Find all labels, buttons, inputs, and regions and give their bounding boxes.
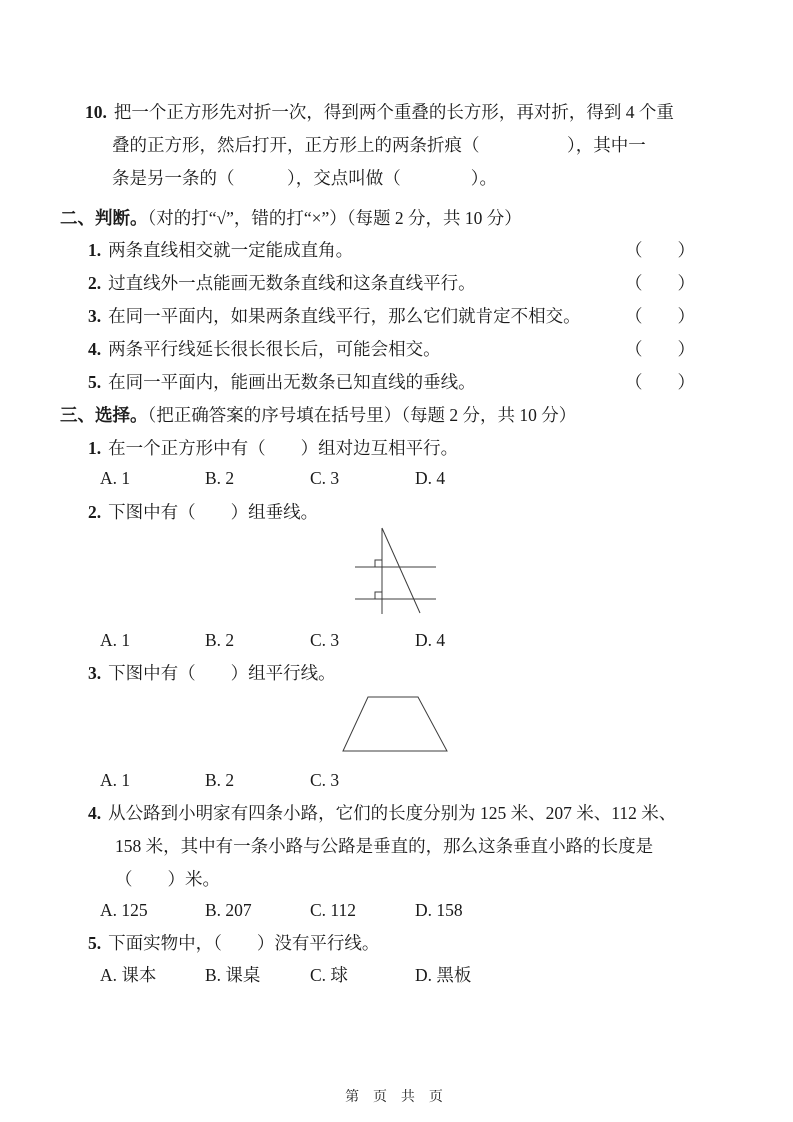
judge-item-2-text: 过直线外一点能画无数条直线和这条直线平行。: [108, 273, 476, 293]
choice-q4-option-a: A. 125: [100, 900, 148, 920]
section-2-subtitle: （对的打“√”，错的打“×”）（每题 2 分，共 10 分）: [147, 208, 522, 228]
perpendicular-lines-figure: [348, 520, 448, 618]
choice-q1-option-b: B. 2: [205, 468, 235, 488]
judge-item-5-text: 在同一平面内，能画出无数条已知直线的垂线。: [108, 372, 476, 392]
choice-q2-text: 下图中有（ ）组垂线。: [108, 502, 319, 522]
question-10-number: 10.: [85, 102, 107, 122]
page-footer: 第 页 共 页: [345, 1088, 448, 1104]
choice-q3-option-c: C. 3: [310, 770, 340, 790]
section-3-title: 三、选择。: [60, 405, 148, 425]
judge-item-5: [88, 366, 748, 399]
choice-q4-line-2: 158 米，其中有一条小路与公路是垂直的，那么这条垂直小路的长度是: [115, 836, 654, 856]
section-3-subtitle: （把正确答案的序号填在括号里）（每题 2 分，共 10 分）: [147, 405, 577, 425]
judge-item-4-text: 两条平行线延长很长很长后，可能会相交。: [108, 339, 441, 359]
judge-item-3-number: 3.: [88, 306, 102, 326]
choice-q4-line-3: （ ）米。: [115, 869, 220, 889]
choice-q4-text-1: 从公路到小明家有四条小路，它们的长度分别为 125 米、207 米、112 米、: [108, 803, 677, 823]
choice-q2-option-a: A. 1: [100, 630, 131, 650]
choice-q5-option-c: C. 球: [310, 965, 348, 985]
choice-q4-option-b: B. 207: [205, 900, 252, 920]
choice-q2-option-b: B. 2: [205, 630, 235, 650]
judge-item-2-answer-bracket: （ ）: [625, 273, 695, 293]
choice-q5-options: [100, 959, 760, 992]
question-10-line-3: 条是另一条的（ ），交点叫做（ ）。: [112, 168, 497, 188]
choice-q5: [88, 927, 768, 960]
choice-q2-option-c: C. 3: [310, 630, 340, 650]
choice-q1: [88, 432, 768, 465]
section-2-header: [60, 202, 522, 235]
choice-q1-text: 在一个正方形中有（ ）组对边互相平行。: [108, 438, 459, 458]
choice-q1-options: [100, 462, 760, 495]
choice-q4-option-d: D. 158: [415, 900, 463, 920]
choice-q4: [88, 797, 676, 896]
choice-q3-option-a: A. 1: [100, 770, 131, 790]
choice-q5-text: 下面实物中，（ ）没有平行线。: [108, 933, 380, 953]
judge-item-3-text: 在同一平面内，如果两条直线平行，那么它们就肯定不相交。: [108, 306, 581, 326]
judge-item-4-number: 4.: [88, 339, 102, 359]
choice-q5-option-d: D. 黑板: [415, 965, 472, 985]
question-10-line-1: [85, 96, 674, 129]
judge-item-5-number: 5.: [88, 372, 102, 392]
choice-q1-option-a: A. 1: [100, 468, 131, 488]
judge-item-1-answer-bracket: （ ）: [625, 240, 695, 260]
judge-item-1: [88, 234, 748, 267]
choice-q5-number: 5.: [88, 933, 102, 953]
choice-q2-number: 2.: [88, 502, 102, 522]
judge-item-4: [88, 333, 748, 366]
judge-item-5-answer-bracket: （ ）: [625, 372, 695, 392]
choice-q2-options: [100, 624, 760, 657]
question-10-line-2: 叠的正方形，然后打开，正方形上的两条折痕（ ），其中一: [112, 135, 646, 155]
judge-item-2: [88, 267, 748, 300]
choice-q3: [88, 657, 768, 690]
choice-q4-options: [100, 894, 760, 927]
question-10-text-1: 把一个正方形先对折一次，得到两个重叠的长方形，再对折，得到 4 个重: [113, 102, 674, 122]
trapezoid-figure: [338, 692, 453, 756]
choice-q2-option-d: D. 4: [415, 630, 446, 650]
choice-q4-option-c: C. 112: [310, 900, 357, 920]
question-10: [85, 96, 674, 195]
choice-q5-option-b: B. 课桌: [205, 965, 261, 985]
section-3-header: [60, 399, 576, 432]
choice-q5-option-a: A. 课本: [100, 965, 157, 985]
choice-q1-option-c: C. 3: [310, 468, 340, 488]
choice-q1-option-d: D. 4: [415, 468, 446, 488]
judge-item-1-number: 1.: [88, 240, 102, 260]
choice-q3-option-b: B. 2: [205, 770, 235, 790]
judge-item-3-answer-bracket: （ ）: [625, 306, 695, 326]
choice-q4-line-1: [88, 797, 676, 830]
section-2-title: 二、判断。: [60, 208, 148, 228]
judge-item-1-text: 两条直线相交就一定能成直角。: [108, 240, 354, 260]
judge-item-3: [88, 300, 748, 333]
judge-item-2-number: 2.: [88, 273, 102, 293]
choice-q3-text: 下图中有（ ）组平行线。: [108, 663, 336, 683]
choice-q3-number: 3.: [88, 663, 102, 683]
choice-q3-options: [100, 764, 760, 797]
choice-q4-number: 4.: [88, 803, 102, 823]
choice-q1-number: 1.: [88, 438, 102, 458]
judge-item-4-answer-bracket: （ ）: [625, 339, 695, 359]
